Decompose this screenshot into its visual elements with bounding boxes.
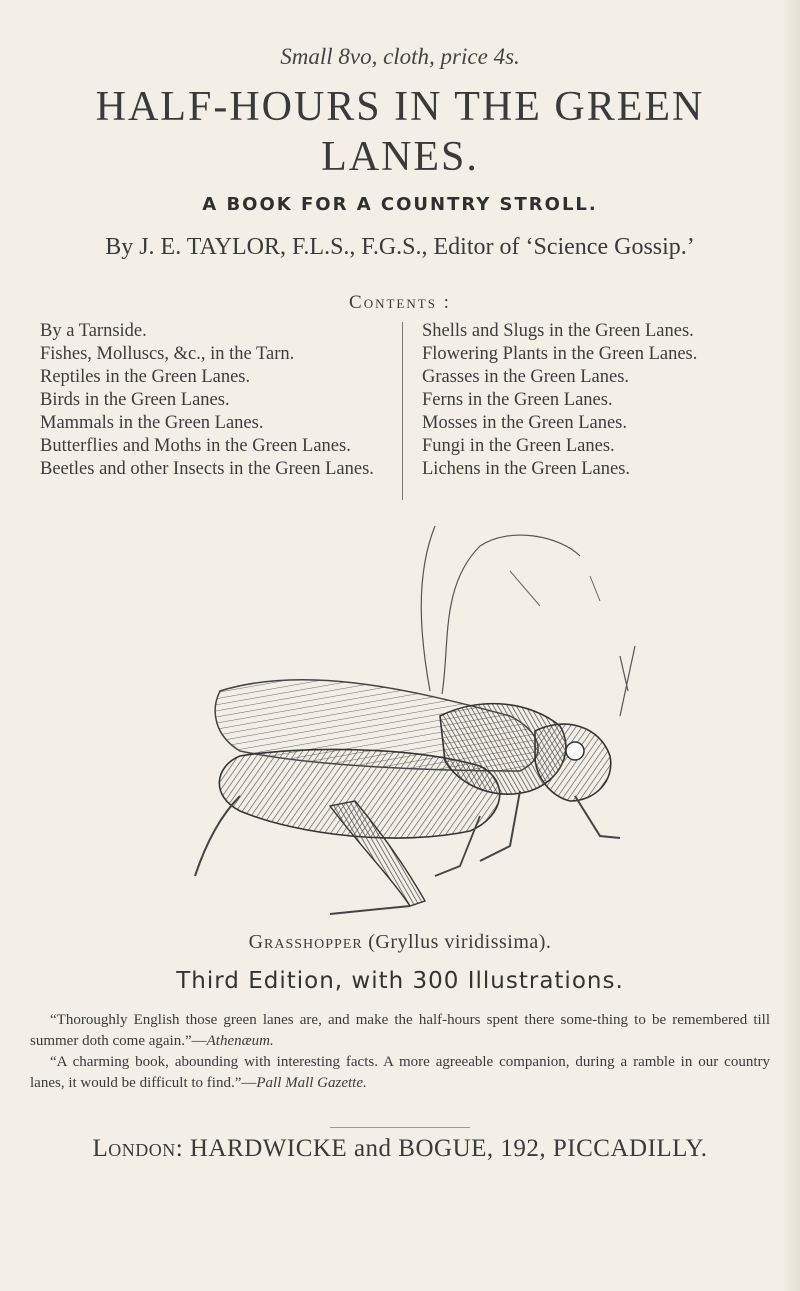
antenna-shape <box>510 571 600 606</box>
contents-entry: Fungi in the Green Lanes. <box>422 436 615 456</box>
review-quote <box>30 1052 770 1094</box>
contents-entry: Reptiles in the Green Lanes. <box>40 367 251 387</box>
contents-entry: Beetles and other Insects in the Green Lanes. <box>40 459 374 479</box>
contents-entry: Birds in the Green Lanes. <box>40 390 230 410</box>
publisher-imprint <box>0 1135 800 1163</box>
book-title-line-2: LANES. <box>321 134 479 180</box>
imprint-city: London <box>92 1135 176 1162</box>
grasshopper-illustration <box>180 516 640 916</box>
caption-latin-name: (Gryllus viridissima). <box>368 931 552 953</box>
review-text: “Thoroughly English those green lanes are, and make the half-hours spent there some-thing to be remembered till summer doth come again.”— <box>30 1012 770 1049</box>
book-title-line-1: HALF-HOURS IN THE GREEN <box>95 84 705 130</box>
review-source: Athenæum. <box>206 1033 274 1049</box>
illustration-caption <box>0 931 800 954</box>
column-divider <box>402 322 403 500</box>
contents-heading: Contents : <box>349 292 451 313</box>
imprint-publisher: : HARDWICKE and BOGUE, 192, PICCADILLY. <box>175 1135 708 1162</box>
contents-entry: Mammals in the Green Lanes. <box>40 413 264 433</box>
antenna-shape <box>442 535 580 694</box>
antenna-shape <box>421 526 435 691</box>
contents-entry: By a Tarnside. <box>40 321 147 341</box>
review-source: Pall Mall Gazette. <box>256 1075 367 1091</box>
review-text: “A charming book, abounding with interesting facts. A more agreeable companion, during a ramble in our country lanes, it would be difficult to find.”— <box>30 1054 770 1091</box>
contents-right-column <box>422 320 767 481</box>
head-shape <box>535 724 611 801</box>
horizontal-rule <box>330 1127 470 1128</box>
book-title <box>0 82 800 182</box>
hind-leg-shape <box>330 906 410 914</box>
author-byline: By J. E. TAYLOR, F.L.S., F.G.S., Editor of ‘Science Gossip.’ <box>105 234 695 260</box>
format-price-line: Small 8vo, cloth, price 4s. <box>280 44 520 69</box>
contents-entry: Fishes, Molluscs, &c., in the Tarn. <box>40 344 295 364</box>
contents-entry: Flowering Plants in the Green Lanes. <box>422 344 698 364</box>
contents-left-column <box>40 320 385 481</box>
caption-common-name: Grasshopper <box>248 931 363 953</box>
front-leg-shape <box>575 796 620 838</box>
contents-entry: Mosses in the Green Lanes. <box>422 413 627 433</box>
contents-entry: Lichens in the Green Lanes. <box>422 459 631 479</box>
grass-stem-shape <box>620 646 635 716</box>
contents-entry: Butterflies and Moths in the Green Lanes. <box>40 436 351 456</box>
contents-entry: Grasses in the Green Lanes. <box>422 367 630 387</box>
book-subtitle: A BOOK FOR A COUNTRY STROLL. <box>202 194 598 215</box>
edition-line: Third Edition, with 300 Illustrations. <box>176 968 624 994</box>
review-quote <box>30 1010 770 1052</box>
contents-entry: Shells and Slugs in the Green Lanes. <box>422 321 694 341</box>
eye-shape <box>566 742 584 760</box>
contents-entry: Ferns in the Green Lanes. <box>422 390 613 410</box>
ovipositor-shape <box>195 796 240 876</box>
